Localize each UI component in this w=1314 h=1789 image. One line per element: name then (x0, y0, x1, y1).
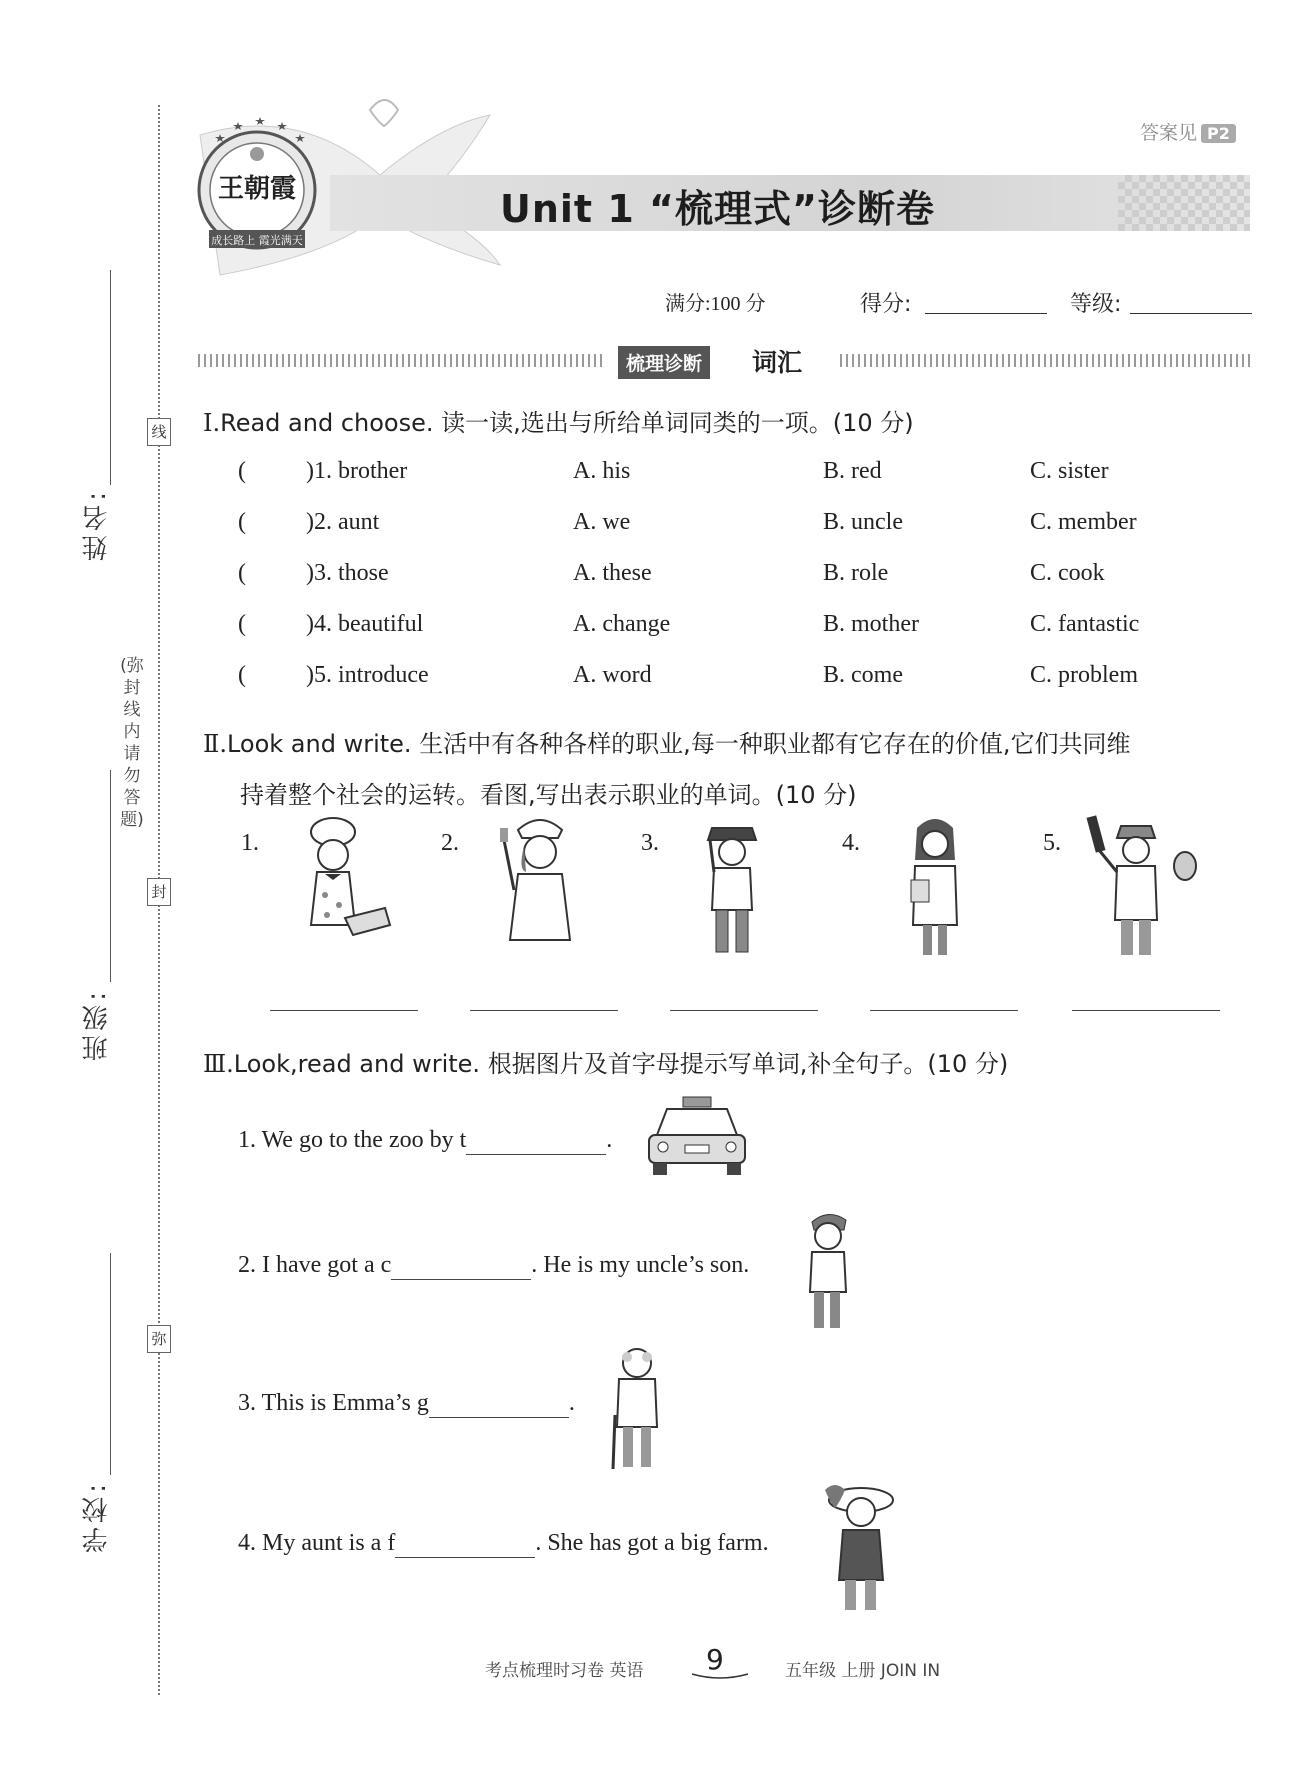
answer-bracket[interactable]: ( (238, 458, 246, 484)
seal-mark-xian: 线 (147, 418, 171, 446)
option-b: B. come (823, 662, 903, 688)
score-label: 得分: (860, 292, 912, 317)
part2-heading-cn-line1: 生活中有各种各样的职业,每一种职业都有它存在的价值,它们共同维 (419, 730, 1131, 758)
seal-warning: (弥封线内请勿答题) (120, 656, 144, 830)
part1-number: Ⅰ. (203, 409, 221, 437)
picture-number-1: 1. (241, 830, 259, 856)
answer-page-badge: P2 (1201, 124, 1236, 143)
grade-label: 等级: (1070, 292, 1122, 317)
option-b: B. role (823, 560, 889, 586)
option-a: A. change (573, 611, 671, 637)
farmer-figure-icon (1085, 810, 1200, 960)
blank-field[interactable] (466, 1127, 606, 1155)
option-c: C. member (1030, 509, 1137, 535)
page-number: 9 (706, 1643, 724, 1676)
logo-name: 王朝霞 (217, 174, 297, 204)
option-c: C. fantastic (1030, 611, 1140, 637)
part1-heading (203, 403, 914, 438)
class-label: 班级: (82, 988, 112, 1061)
question-word: )3. those (306, 560, 389, 586)
answer-bracket[interactable]: ( (238, 560, 246, 586)
name-label: 姓名: (82, 488, 112, 561)
part3-heading-cn: 根据图片及首字母提示写单词,补全句子。(10 分) (487, 1050, 1009, 1078)
picture-number-4: 4. (842, 830, 860, 856)
cook-figure-icon (295, 810, 395, 950)
blank-field[interactable] (395, 1530, 535, 1558)
farmer-aunt-icon (815, 1480, 905, 1615)
job-answer-line-3[interactable] (670, 1010, 818, 1011)
option-b: B. uncle (823, 509, 903, 535)
picture-number-2: 2. (441, 830, 459, 856)
question-word: )5. introduce (306, 662, 429, 688)
question-word: )1. brother (306, 458, 408, 484)
answer-ref-label: 答案见 (1140, 122, 1198, 144)
footer-right: 五年级 上册 JOIN IN (785, 1661, 941, 1681)
option-a: A. we (573, 509, 631, 535)
part3-number: Ⅲ. (203, 1050, 234, 1078)
logo-motto: 成长路上 霞光满天 (211, 234, 303, 247)
school-label: 学校: (82, 1480, 112, 1553)
sentence-end: . (606, 1127, 613, 1153)
part2-heading (203, 724, 1130, 759)
full-marks: 满分:100 分 (665, 293, 766, 315)
section-name: 词汇 (752, 348, 803, 377)
page-number-swoosh (690, 1672, 750, 1682)
picture-number-3: 3. (641, 830, 659, 856)
title-checker-decoration (1118, 175, 1250, 231)
job-answer-line-2[interactable] (470, 1010, 618, 1011)
question-word: )2. aunt (306, 509, 380, 535)
doctor-figure-icon (895, 810, 975, 960)
option-c: C. sister (1030, 458, 1109, 484)
sentence-start: 3. This is Emma’s g (238, 1390, 429, 1416)
option-b: B. red (823, 458, 882, 484)
seal-mark-feng: 封 (147, 878, 171, 906)
part2-number: Ⅱ. (203, 730, 227, 758)
option-a: A. these (573, 560, 652, 586)
job-answer-line-4[interactable] (870, 1010, 1018, 1011)
answer-bracket[interactable]: ( (238, 509, 246, 535)
blank-field[interactable] (429, 1390, 569, 1418)
part2-heading-en: Look and write. (226, 730, 412, 758)
job-answer-line-5[interactable] (1072, 1010, 1220, 1011)
section-hatch-left (198, 354, 603, 367)
sentence-start: 1. We go to the zoo by t (238, 1127, 467, 1153)
blank-field[interactable] (391, 1252, 531, 1280)
part1-heading-en: Read and choose. (220, 409, 434, 437)
grandfather-icon (605, 1345, 675, 1475)
part2-heading-cn-line2: 持着整个社会的运转。看图,写出表示职业的单词。(10 分) (240, 781, 857, 809)
grade-field[interactable] (1130, 291, 1252, 314)
section-hatch-right (840, 354, 1252, 367)
class-field[interactable] (110, 770, 111, 982)
part3-item-1 (238, 1127, 612, 1155)
part3-item-2 (238, 1252, 749, 1280)
job-answer-line-1[interactable] (270, 1010, 418, 1011)
part3-item-4 (238, 1530, 769, 1558)
page-title: Unit 1 “梳理式”诊断卷 (500, 187, 935, 231)
taxi-icon (645, 1095, 750, 1180)
sentence-end: . She has got a big farm. (535, 1530, 769, 1556)
boy-cousin-icon (800, 1210, 860, 1335)
part1-heading-cn: 读一读,选出与所给单词同类的一项。(10 分) (441, 409, 914, 437)
section-tag: 梳理诊断 (618, 346, 710, 379)
part3-heading (203, 1044, 1008, 1079)
option-c: C. cook (1030, 560, 1105, 586)
option-a: A. his (573, 458, 631, 484)
police-figure-icon (690, 810, 780, 960)
answer-bracket[interactable]: ( (238, 662, 246, 688)
option-b: B. mother (823, 611, 919, 637)
logo-badge (195, 112, 325, 257)
score-field[interactable] (925, 291, 1047, 314)
school-field[interactable] (110, 1253, 111, 1475)
footer-left: 考点梳理时习卷 英语 (485, 1661, 644, 1681)
sentence-start: 2. I have got a c (238, 1252, 392, 1278)
option-a: A. word (573, 662, 652, 688)
seal-mark-mi: 弥 (147, 1325, 171, 1353)
picture-number-5: 5. (1043, 830, 1061, 856)
answer-reference (1140, 118, 1236, 145)
sentence-end: . (568, 1390, 575, 1416)
nurse-figure-icon (490, 810, 590, 950)
part3-item-3 (238, 1390, 575, 1418)
answer-bracket[interactable]: ( (238, 611, 246, 637)
sentence-end: . He is my uncle’s son. (531, 1252, 750, 1278)
sentence-start: 4. My aunt is a f (238, 1530, 396, 1556)
name-field[interactable] (110, 270, 111, 485)
question-word: )4. beautiful (306, 611, 424, 637)
part3-heading-en: Look,read and write. (233, 1050, 481, 1078)
option-c: C. problem (1030, 662, 1138, 688)
